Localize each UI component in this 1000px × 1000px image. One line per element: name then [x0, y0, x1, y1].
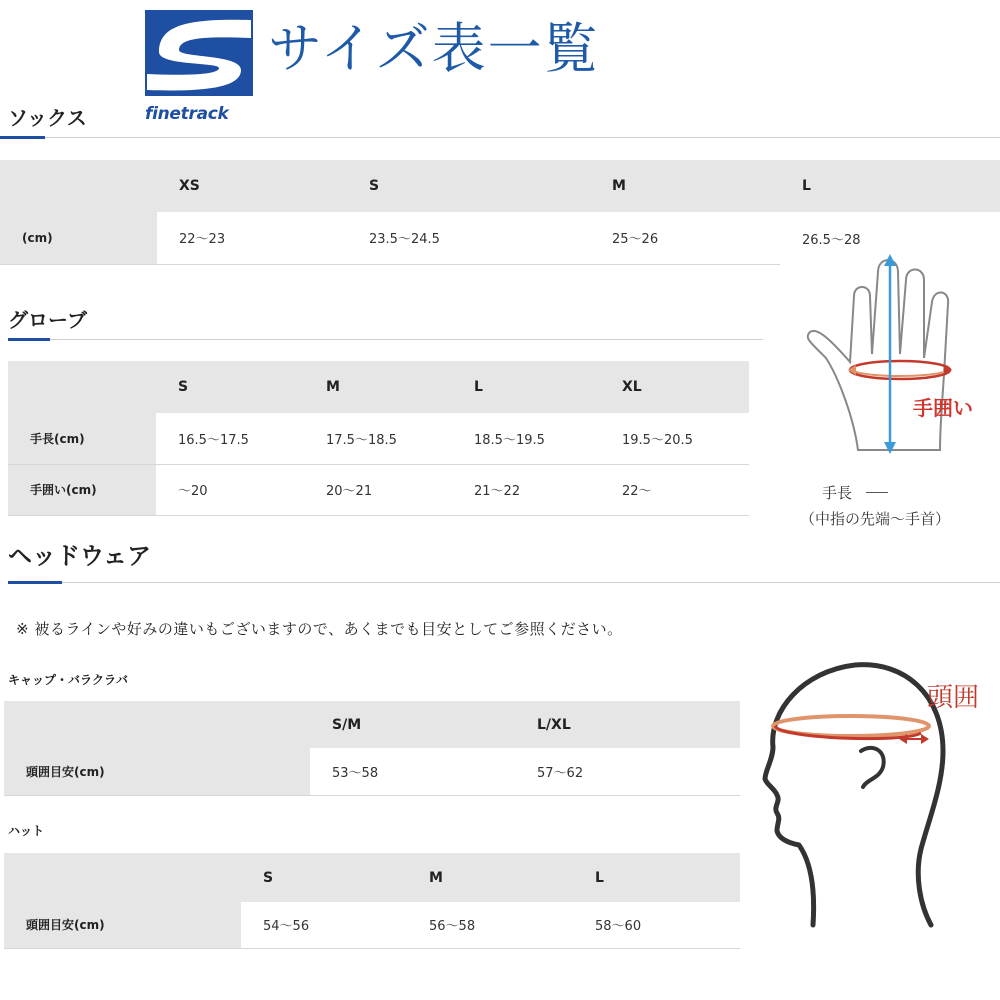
- table-cell: 16.5〜17.5: [156, 413, 304, 464]
- row-label: 頭囲目安(cm): [4, 902, 241, 948]
- table-cell: 19.5〜20.5: [600, 413, 749, 464]
- table-header-row: [4, 701, 740, 748]
- cap-subtitle: キャップ・バラクラバ: [8, 673, 129, 687]
- table-header-cell: S/M: [310, 701, 515, 748]
- table-header-cell: [4, 701, 310, 748]
- socks-section-title: ソックス: [8, 106, 87, 130]
- table-row: [8, 413, 749, 464]
- table-cell: 54〜56: [241, 902, 407, 948]
- table-header-cell: [8, 361, 156, 413]
- table-header-cell: M: [590, 160, 780, 212]
- table-header-row: [8, 361, 749, 413]
- cap-table: [4, 701, 740, 796]
- row-label: 手長(cm): [8, 413, 156, 464]
- table-header-row: [0, 160, 1000, 212]
- gloves-table: [8, 361, 749, 516]
- table-cell: 22〜: [600, 464, 749, 515]
- row-label: 手囲い(cm): [8, 464, 156, 515]
- table-cell: 53〜58: [310, 748, 515, 795]
- table-header-cell: XS: [157, 160, 347, 212]
- table-header-cell: L: [573, 853, 740, 902]
- gloves-accent: [8, 338, 50, 341]
- row-label: 頭囲目安(cm): [4, 748, 310, 795]
- table-header-cell: S: [241, 853, 407, 902]
- glove-length-leader: [866, 492, 888, 493]
- glove-diagram: [800, 250, 990, 530]
- table-cell: 〜20: [156, 464, 304, 515]
- table-row: [4, 902, 740, 948]
- glove-length-note: （中指の先端〜手首）: [800, 510, 951, 528]
- table-row: [8, 464, 749, 515]
- headwear-divider: [8, 582, 1000, 583]
- socks-table: [0, 160, 1000, 265]
- finetrack-logo: [145, 10, 253, 124]
- logo-mark: [145, 10, 253, 96]
- glove-girth-label: 手囲い: [913, 396, 973, 420]
- socks-accent: [0, 136, 45, 139]
- table-cell: 26.5〜28: [802, 232, 861, 248]
- table-header-cell: L: [452, 361, 600, 413]
- table-header-cell: M: [304, 361, 452, 413]
- gloves-divider: [8, 339, 763, 340]
- table-cell: 20〜21: [304, 464, 452, 515]
- table-cell: 22〜23: [157, 212, 347, 264]
- table-header-cell: M: [407, 853, 573, 902]
- table-cell: 56〜58: [407, 902, 573, 948]
- table-header-cell: L: [780, 160, 1000, 212]
- table-cell: 17.5〜18.5: [304, 413, 452, 464]
- glove-illustration: [800, 250, 990, 460]
- head-diagram: [755, 655, 995, 955]
- table-header-cell: XL: [600, 361, 749, 413]
- socks-divider: [0, 137, 1000, 138]
- page-title: サイズ表一覧: [268, 17, 600, 80]
- table-cell: 18.5〜19.5: [452, 413, 600, 464]
- hat-subtitle: ハット: [8, 824, 45, 838]
- table-row: [4, 748, 740, 795]
- table-cell: 21〜22: [452, 464, 600, 515]
- table-header-cell: S: [347, 160, 590, 212]
- headwear-accent: [8, 581, 62, 584]
- table-header-cell: [4, 853, 241, 902]
- table-header-cell: [0, 160, 157, 212]
- table-cell: 57〜62: [515, 748, 740, 795]
- logo-wordmark: finetrack: [145, 104, 229, 124]
- hat-table: [4, 853, 740, 949]
- table-cell: 25〜26: [590, 212, 780, 264]
- headwear-note: ※ 被るラインや好みの違いもございますので、あくまでも目安としてご参照ください。: [16, 620, 623, 638]
- table-header-cell: S: [156, 361, 304, 413]
- table-cell: 58〜60: [573, 902, 740, 948]
- headwear-section-title: ヘッドウェア: [8, 542, 152, 570]
- glove-length-label: 手長: [822, 484, 853, 502]
- table-header-cell: L/XL: [515, 701, 740, 748]
- gloves-section-title: グローブ: [8, 308, 87, 332]
- row-label: (cm): [0, 212, 157, 264]
- table-header-row: [4, 853, 740, 902]
- table-cell: 23.5〜24.5: [347, 212, 590, 264]
- head-girth-label: 頭囲: [927, 683, 980, 713]
